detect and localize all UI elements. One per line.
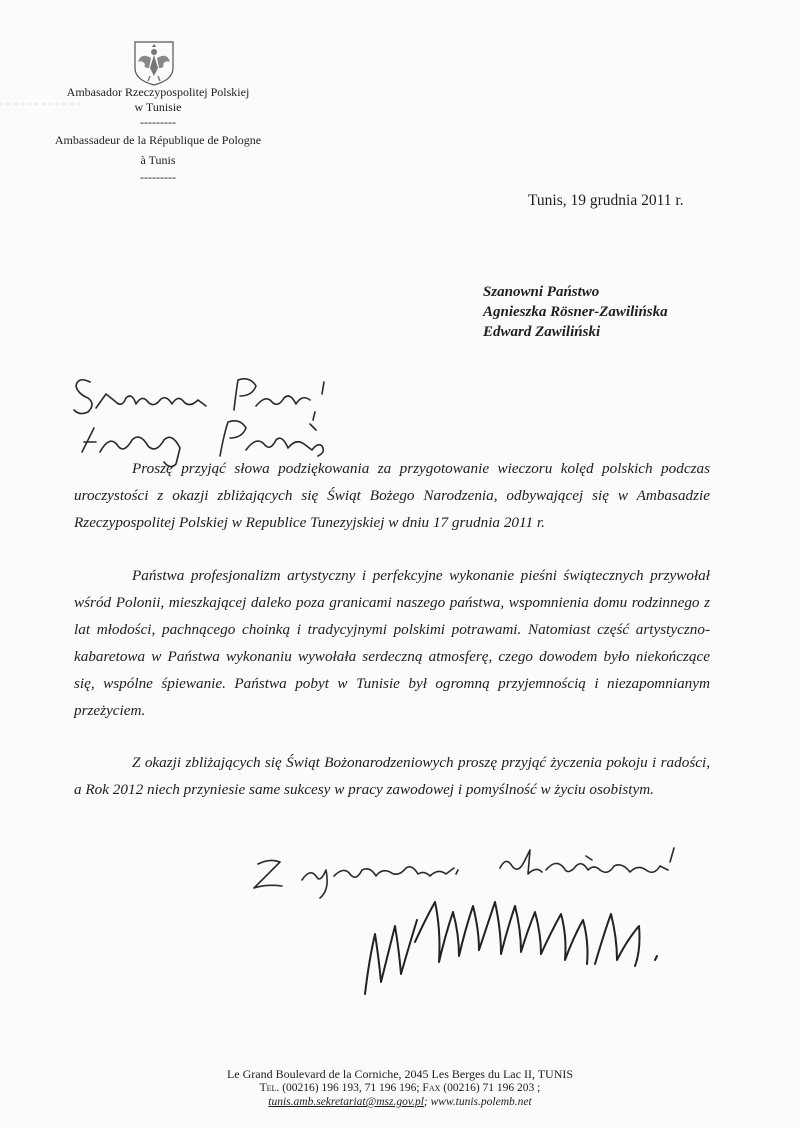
footer-website-link[interactable]: www.tunis.polemb.net — [430, 1096, 532, 1108]
recipient-greeting: Szanowni Państwo — [483, 284, 600, 300]
letterhead-line-ambassadeur: Ambassadeur de la République de Pologne — [54, 133, 262, 147]
letter-date: Tunis, 19 grudnia 2011 r. — [528, 192, 684, 209]
handwritten-signature — [355, 890, 695, 1000]
letterhead-line-ville: à Tunis — [140, 153, 176, 167]
letterhead-separator: --------- — [140, 170, 176, 184]
body-paragraph-thanks: Proszę przyjąć słowa podziękowania za przygotowanie wieczoru kolęd polskich podczas uroczystości z okazji zbliżających się Świąt Bożego Narodzenia, odbywającej się w Ambasadzie Rzeczypospolitej Polskiej w Republice Tunezyjskiej w dniu 17 grudnia 2011 r. — [74, 460, 710, 531]
recipient-name-2: Edward Zawiliński — [483, 324, 601, 340]
footer-email-link[interactable]: tunis.amb.sekretariat@msz.gov.pl — [268, 1096, 424, 1108]
body-paragraph-wishes: Z okazji zbliżających się Świąt Bożonarodzeniowych proszę przyjąć życzenia pokoju i radości, a Rok 2012 niech przyniesie same sukcesy w pracy zawodowej i pomyślność w życiu osobistym. — [74, 754, 710, 798]
letterhead-separator: --------- — [140, 115, 176, 129]
letterhead-line-city: w Tunisie — [134, 100, 182, 114]
polish-eagle-icon — [133, 40, 175, 86]
footer-tel-value: (00216) 196 193, 71 196 196; — [282, 1082, 420, 1094]
recipient-name-1: Agnieszka Rösner-Zawilińska — [483, 304, 668, 320]
body-paragraph-performance: Państwa profesjonalizm artystyczny i perfekcyjne wykonanie pieśni świątecznych przywołał wśród Polonii, mieszkającej daleko poza granicami naszego państwa, wspomnienia domu rodzinnego z lat młodości, pachnącego choinką i tradycyjnymi polskimi potrawami. Natomiast część artystyczno-kabaretowa w Państwa wykonaniu wywołała serdeczną atmosferę, czego dowodem było niekończące się, wspólne śpiewanie. Państwa pobyt w Tunisie był ogromną przyjemnością i niezapomnianym przeżyciem. — [74, 567, 710, 719]
footer-link-separator: ; — [423, 1096, 428, 1108]
footer-tel-label: Tel. — [259, 1082, 280, 1094]
footer-links — [200, 1096, 600, 1109]
footer-contact — [200, 1082, 600, 1095]
footer-fax-label: Fax — [422, 1082, 441, 1094]
footer-address: Le Grand Boulevard de la Corniche, 2045 Les Berges du Lac II, TUNIS — [226, 1067, 574, 1081]
footer-fax-value: (00216) 71 196 203 ; — [443, 1082, 541, 1094]
letterhead-line-ambassador: Ambasador Rzeczypospolitej Polskiej — [66, 85, 250, 99]
